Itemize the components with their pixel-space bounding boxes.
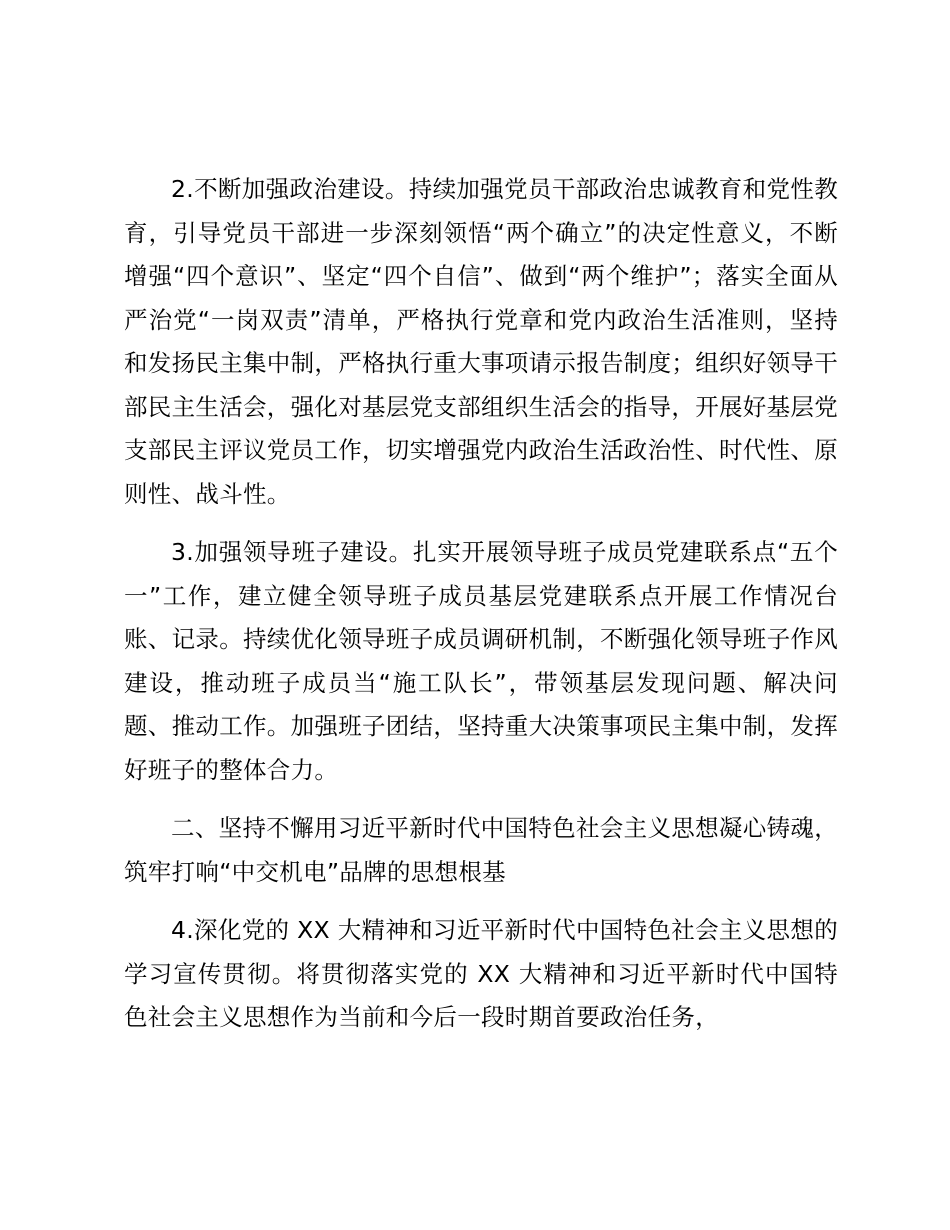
paragraph-4: 4.深化党的 XX 大精神和习近平新时代中国特色社会主义思想的学习宣传贯彻。将贯彻落实党的 XX 大精神和习近平新时代中国特色社会主义思想作为当前和今后一段时期首要政治任务，: [124, 916, 838, 1031]
document-page: [124, 168, 838, 1040]
section-heading: 二、坚持不懈用习近平新时代中国特色社会主义思想凝心铸魂，筑牢打响“中交机电”品牌的思想根基: [124, 814, 838, 886]
paragraph-gap: [124, 894, 838, 909]
paragraph-gap: [124, 516, 838, 531]
paragraph-1: 2.不断加强政治建设。持续加强党员干部政治忠诚教育和党性教育，引导党员干部进一步深刻领悟“两个确立”的决定性意义，不断增强“四个意识”、坚定“四个自信”、做到“两个维护”；落实全面从严治党“一岗双责”清单，严格执行党章和党内政治生活准则，坚持和发扬民主集中制，严格执行重大事项请示报告制度；组织好领导干部民主生活会，强化对基层党支部组织生活会的指导，开展好基层党支部民主评议党员工作，切实增强党内政治生活政治性、时代性、原则性、战斗性。: [124, 175, 838, 508]
paragraph-2: 3.加强领导班子建设。扎实开展领导班子成员党建联系点“五个一”工作，建立健全领导班子成员基层党建联系点开展工作情况台账、记录。持续优化领导班子成员调研机制，不断强化领导班子作风建设，推动班子成员当“施工队长”，带领基层发现问题、解决问题、推动工作。加强班子团结，坚持重大决策事项民主集中制，发挥好班子的整体合力。: [124, 538, 838, 784]
paragraph-gap: [124, 792, 838, 807]
